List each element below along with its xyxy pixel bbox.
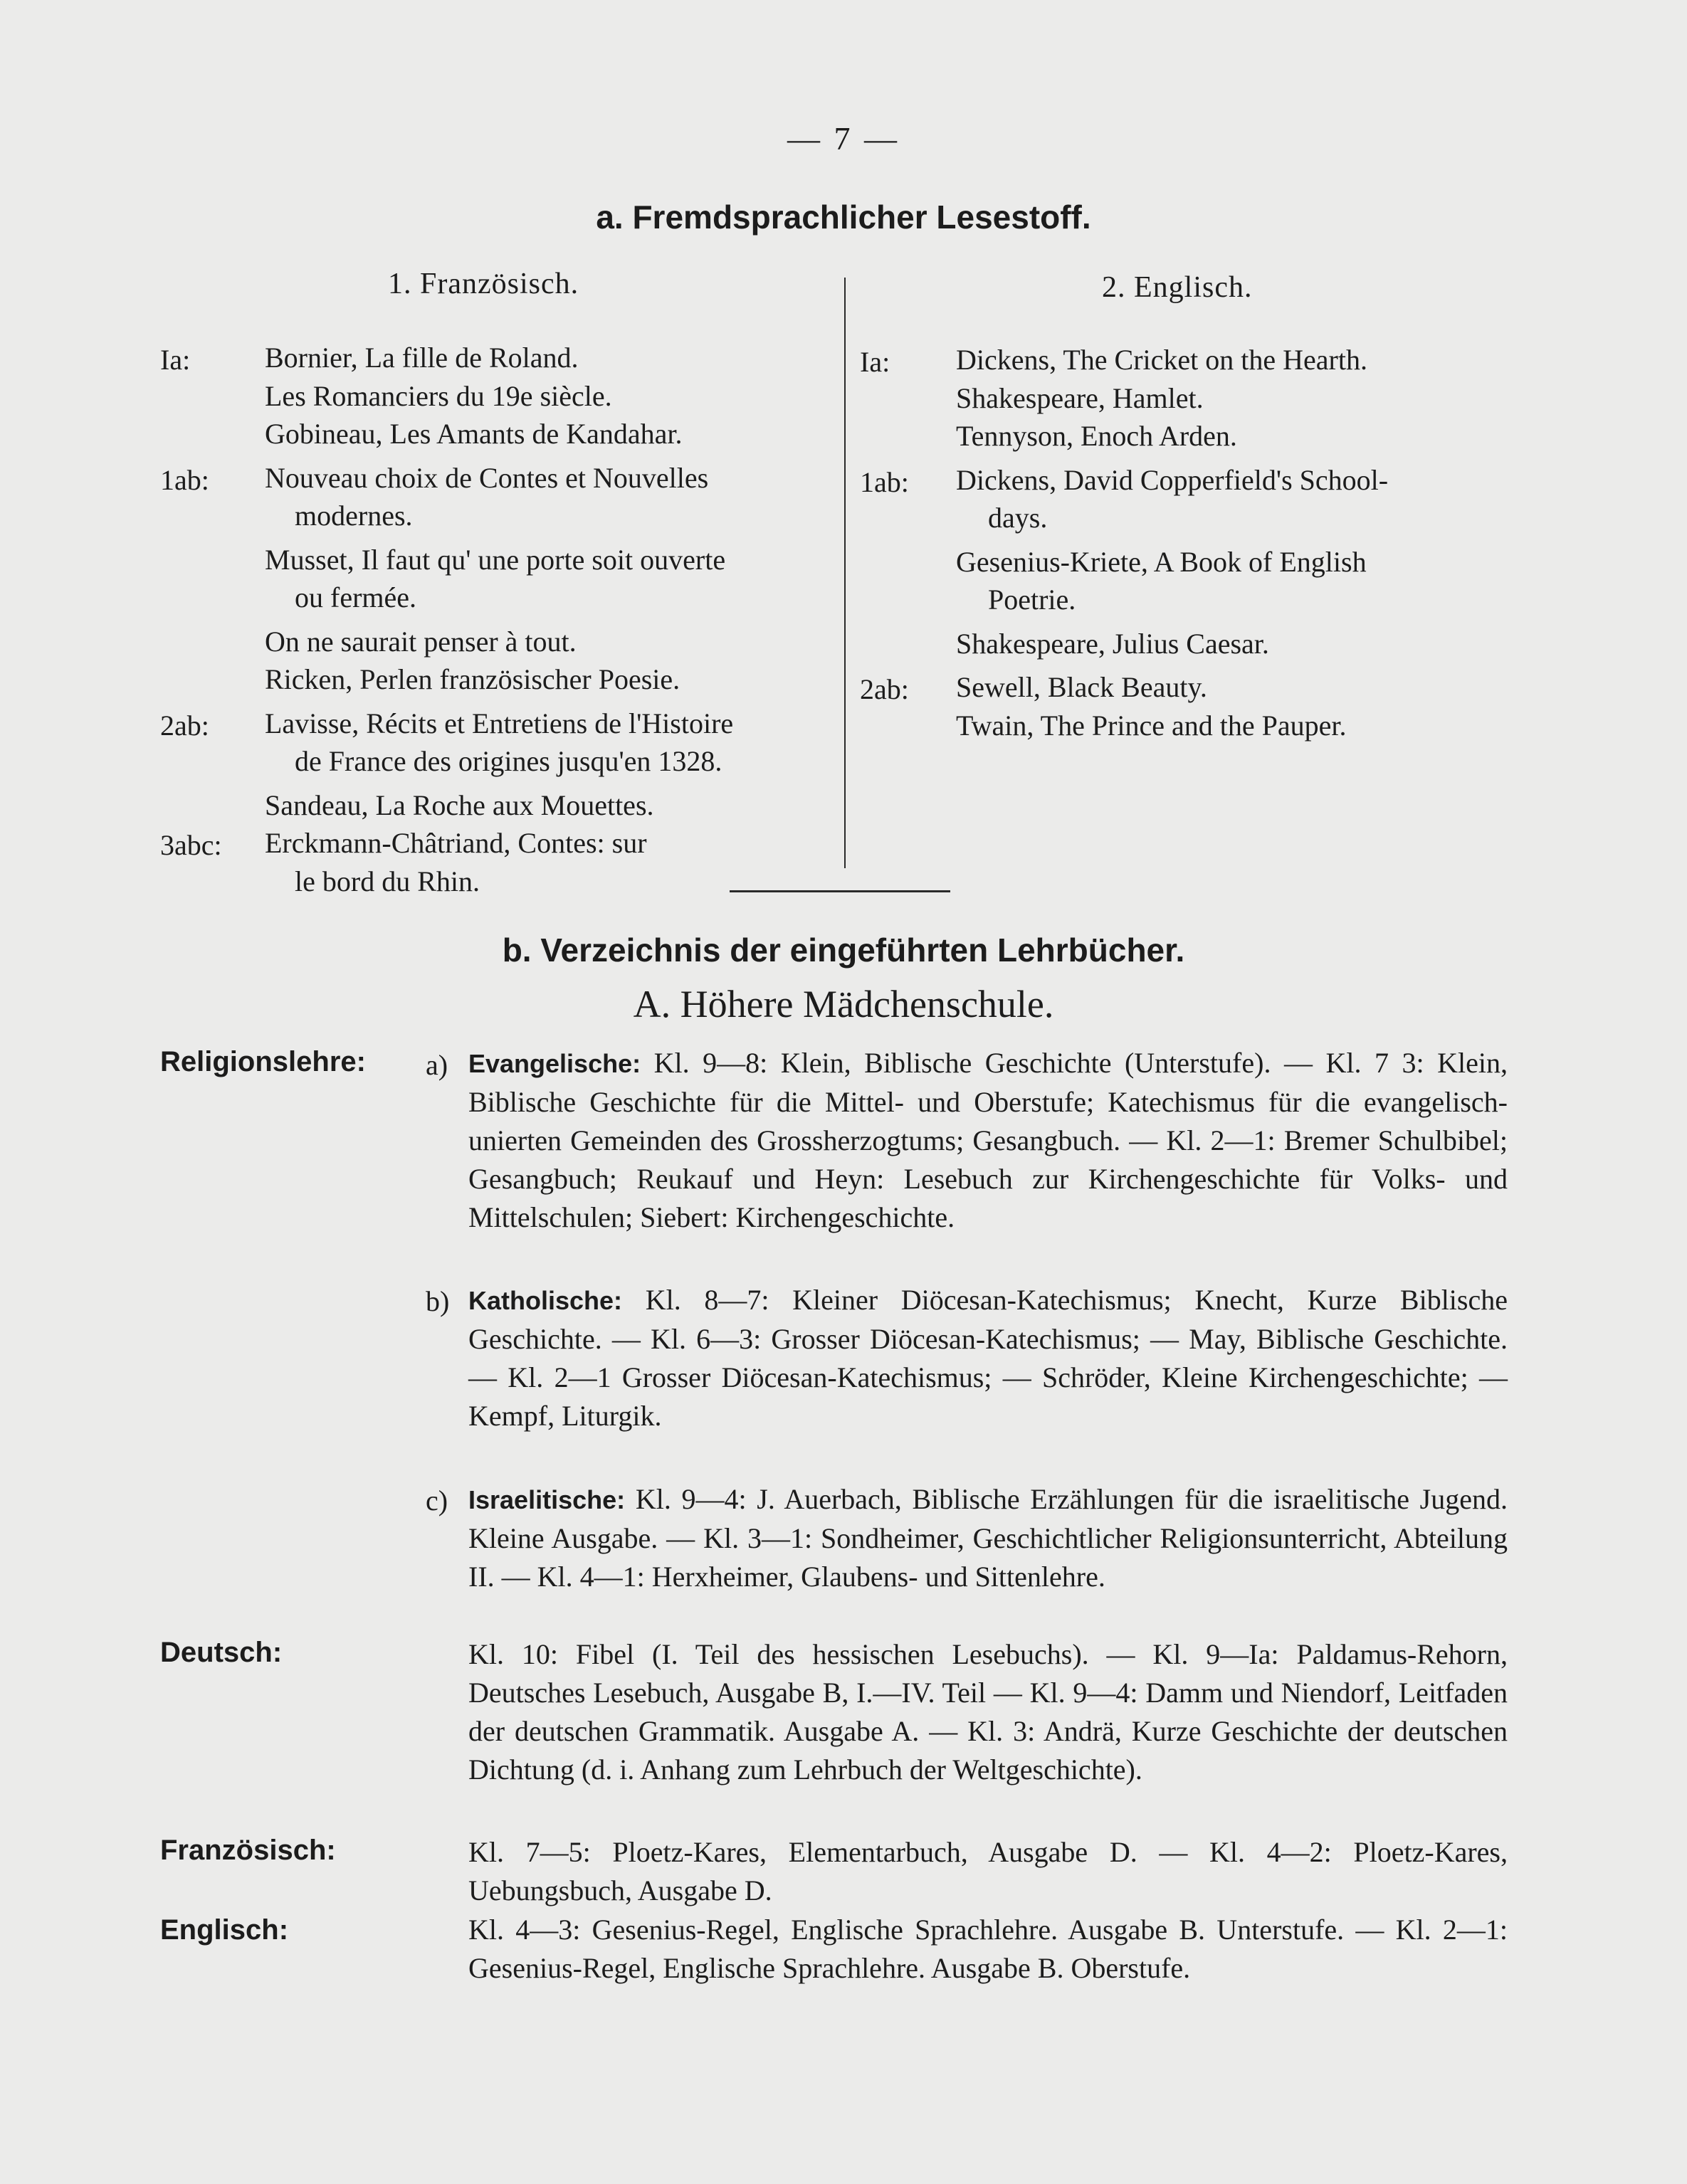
reading-entry: Tennyson, Enoch Arden. [956, 420, 1237, 452]
reading-entry: On ne saurait penser à tout. [265, 625, 577, 658]
reading-entry: Shakespeare, Julius Caesar. [956, 627, 1269, 660]
reading-entry: Dickens, The Cricket on the Hearth. [956, 344, 1367, 376]
class-label: 1ab: [860, 465, 909, 498]
religion-label: Religionslehre: [160, 1046, 366, 1077]
class-label: 3abc: [160, 829, 222, 861]
religion-b-letter: b) [426, 1285, 450, 1317]
reading-entry: Dickens, David Copperfield's School- [956, 463, 1389, 496]
reading-entry: Ricken, Perlen französischer Poesie. [265, 663, 680, 695]
page-number: — 7 — [787, 120, 900, 157]
israelite-text: Kl. 9—4: J. Auerbach, Biblische Erzählungen für die israelitische Jugend. Kleine Ausgabe. — Kl. 3—1: Sondheimer, Geschichtlicher Religionsunterricht, Abteilung II. — Kl. 4—1: Herxheimer, Glaubens- und Sittenlehre. [468, 1483, 1508, 1593]
reading-entry: Sewell, Black Beauty. [956, 671, 1207, 703]
franzoesisch-text: Kl. 7—5: Ploetz-Kares, Elementarbuch, Ausgabe D. — Kl. 4—2: Ploetz-Kares, Uebungsbuch, Ausgabe D. [468, 1836, 1508, 1906]
reading-entry: Musset, Il faut qu' une porte soit ouverte [265, 543, 726, 576]
section-b-title: b. Verzeichnis der eingeführten Lehrbücher. [502, 932, 1185, 969]
religion-c-letter: c) [426, 1484, 448, 1516]
class-label: 1ab: [160, 463, 209, 496]
englisch-text: Kl. 4—3: Gesenius-Regel, Englische Sprachlehre. Ausgabe B. Unterstufe. — Kl. 2—1: Gesenius-Regel, Englische Sprachlehre. Ausgabe B. Oberstufe. [468, 1914, 1508, 1984]
catholic-keyword: Katholische: [468, 1286, 623, 1315]
evangelical-keyword: Evangelische: [468, 1049, 641, 1078]
reading-entry: Sandeau, La Roche aux Mouettes. [265, 788, 654, 821]
reading-entry: Lavisse, Récits et Entretiens de l'Histoire [265, 707, 734, 739]
deutsch-text: Kl. 10: Fibel (I. Teil des hessischen Lesebuchs). — Kl. 9—Ia: Paldamus-Rehorn, Deutsches Lesebuch, Ausgabe B, I.—IV. Teil — Kl. 9—4: Damm und Niendorf, Leitfaden der deutschen Grammatik. Ausgabe A. — Kl. 3: Andrä, Kurze Geschichte der deutschen Dichtung (d. i. Anhang zum Lehrbuch der Weltgeschichte). [468, 1638, 1508, 1785]
catholic-text: Kl. 8—7: Kleiner Diöcesan-Katechismus; Knecht, Kurze Biblische Geschichte. — Kl. 6—3: Grosser Diöcesan-Katechismus; — May, Biblische Geschichte. — Kl. 2—1 Grosser Diöcesan-Katechismus; — Schröder, Kleine Kirchengeschichte; — Kempf, Liturgik. [468, 1284, 1508, 1432]
section-b-subtitle: A. Höhere Mädchenschule. [633, 983, 1054, 1025]
evangelical-text: Kl. 9—8: Klein, Biblische Geschichte (Unterstufe). — Kl. 7 3: Klein, Biblische Geschichte für die Mittel- und Oberstufe; Katechismus für die evangelisch-unierten Gemeinden des Grossherzogtums; Gesangbuch. — Kl. 2—1: Bremer Schulbibel; Gesangbuch; Reukauf und Heyn: Lesebuch zur Kirchengeschichte für Volks- und Mittelschulen; Siebert: Kirchengeschichte. [468, 1047, 1508, 1233]
reading-entry: days. [988, 502, 1048, 534]
reading-entry: Gobineau, Les Amants de Kandahar. [265, 418, 683, 450]
deutsch-label: Deutsch: [160, 1637, 283, 1668]
religion-catholic [468, 1281, 1508, 1435]
reading-entry: Gesenius-Kriete, A Book of English [956, 545, 1367, 578]
englisch-label: Englisch: [160, 1914, 289, 1946]
french-column-title: 1. Französisch. [388, 268, 579, 300]
reading-entry: le bord du Rhin. [295, 865, 480, 897]
reading-entry: Shakespeare, Hamlet. [956, 381, 1204, 414]
reading-entry: Les Romanciers du 19e siècle. [265, 379, 612, 412]
reading-entry: de France des origines jusqu'en 1328. [295, 745, 722, 777]
section-a-title: a. Fremdsprachlicher Lesestoff. [596, 199, 1091, 236]
reading-entry: Poetrie. [988, 584, 1076, 616]
english-column-title: 2. Englisch. [1102, 271, 1253, 304]
religion-a-letter: a) [426, 1049, 448, 1081]
religion-evangelical [468, 1044, 1508, 1237]
column-divider [844, 278, 846, 868]
reading-entry: modernes. [295, 500, 413, 532]
class-label: 2ab: [860, 673, 909, 705]
class-label: 2ab: [160, 709, 209, 742]
reading-entry: Twain, The Prince and the Pauper. [956, 709, 1347, 742]
section-divider [730, 890, 950, 892]
class-label: Ia: [160, 344, 191, 376]
israelite-keyword: Israelitische: [468, 1485, 626, 1514]
reading-entry: Erckmann-Châtriand, Contes: sur [265, 827, 647, 859]
reading-entry: Nouveau choix de Contes et Nouvelles [265, 461, 709, 494]
franzoesisch-label: Französisch: [160, 1835, 336, 1866]
reading-entry: ou fermée. [295, 581, 417, 613]
class-label: Ia: [860, 346, 890, 378]
religion-israelite [468, 1480, 1508, 1596]
reading-entry: Bornier, La fille de Roland. [265, 342, 579, 374]
